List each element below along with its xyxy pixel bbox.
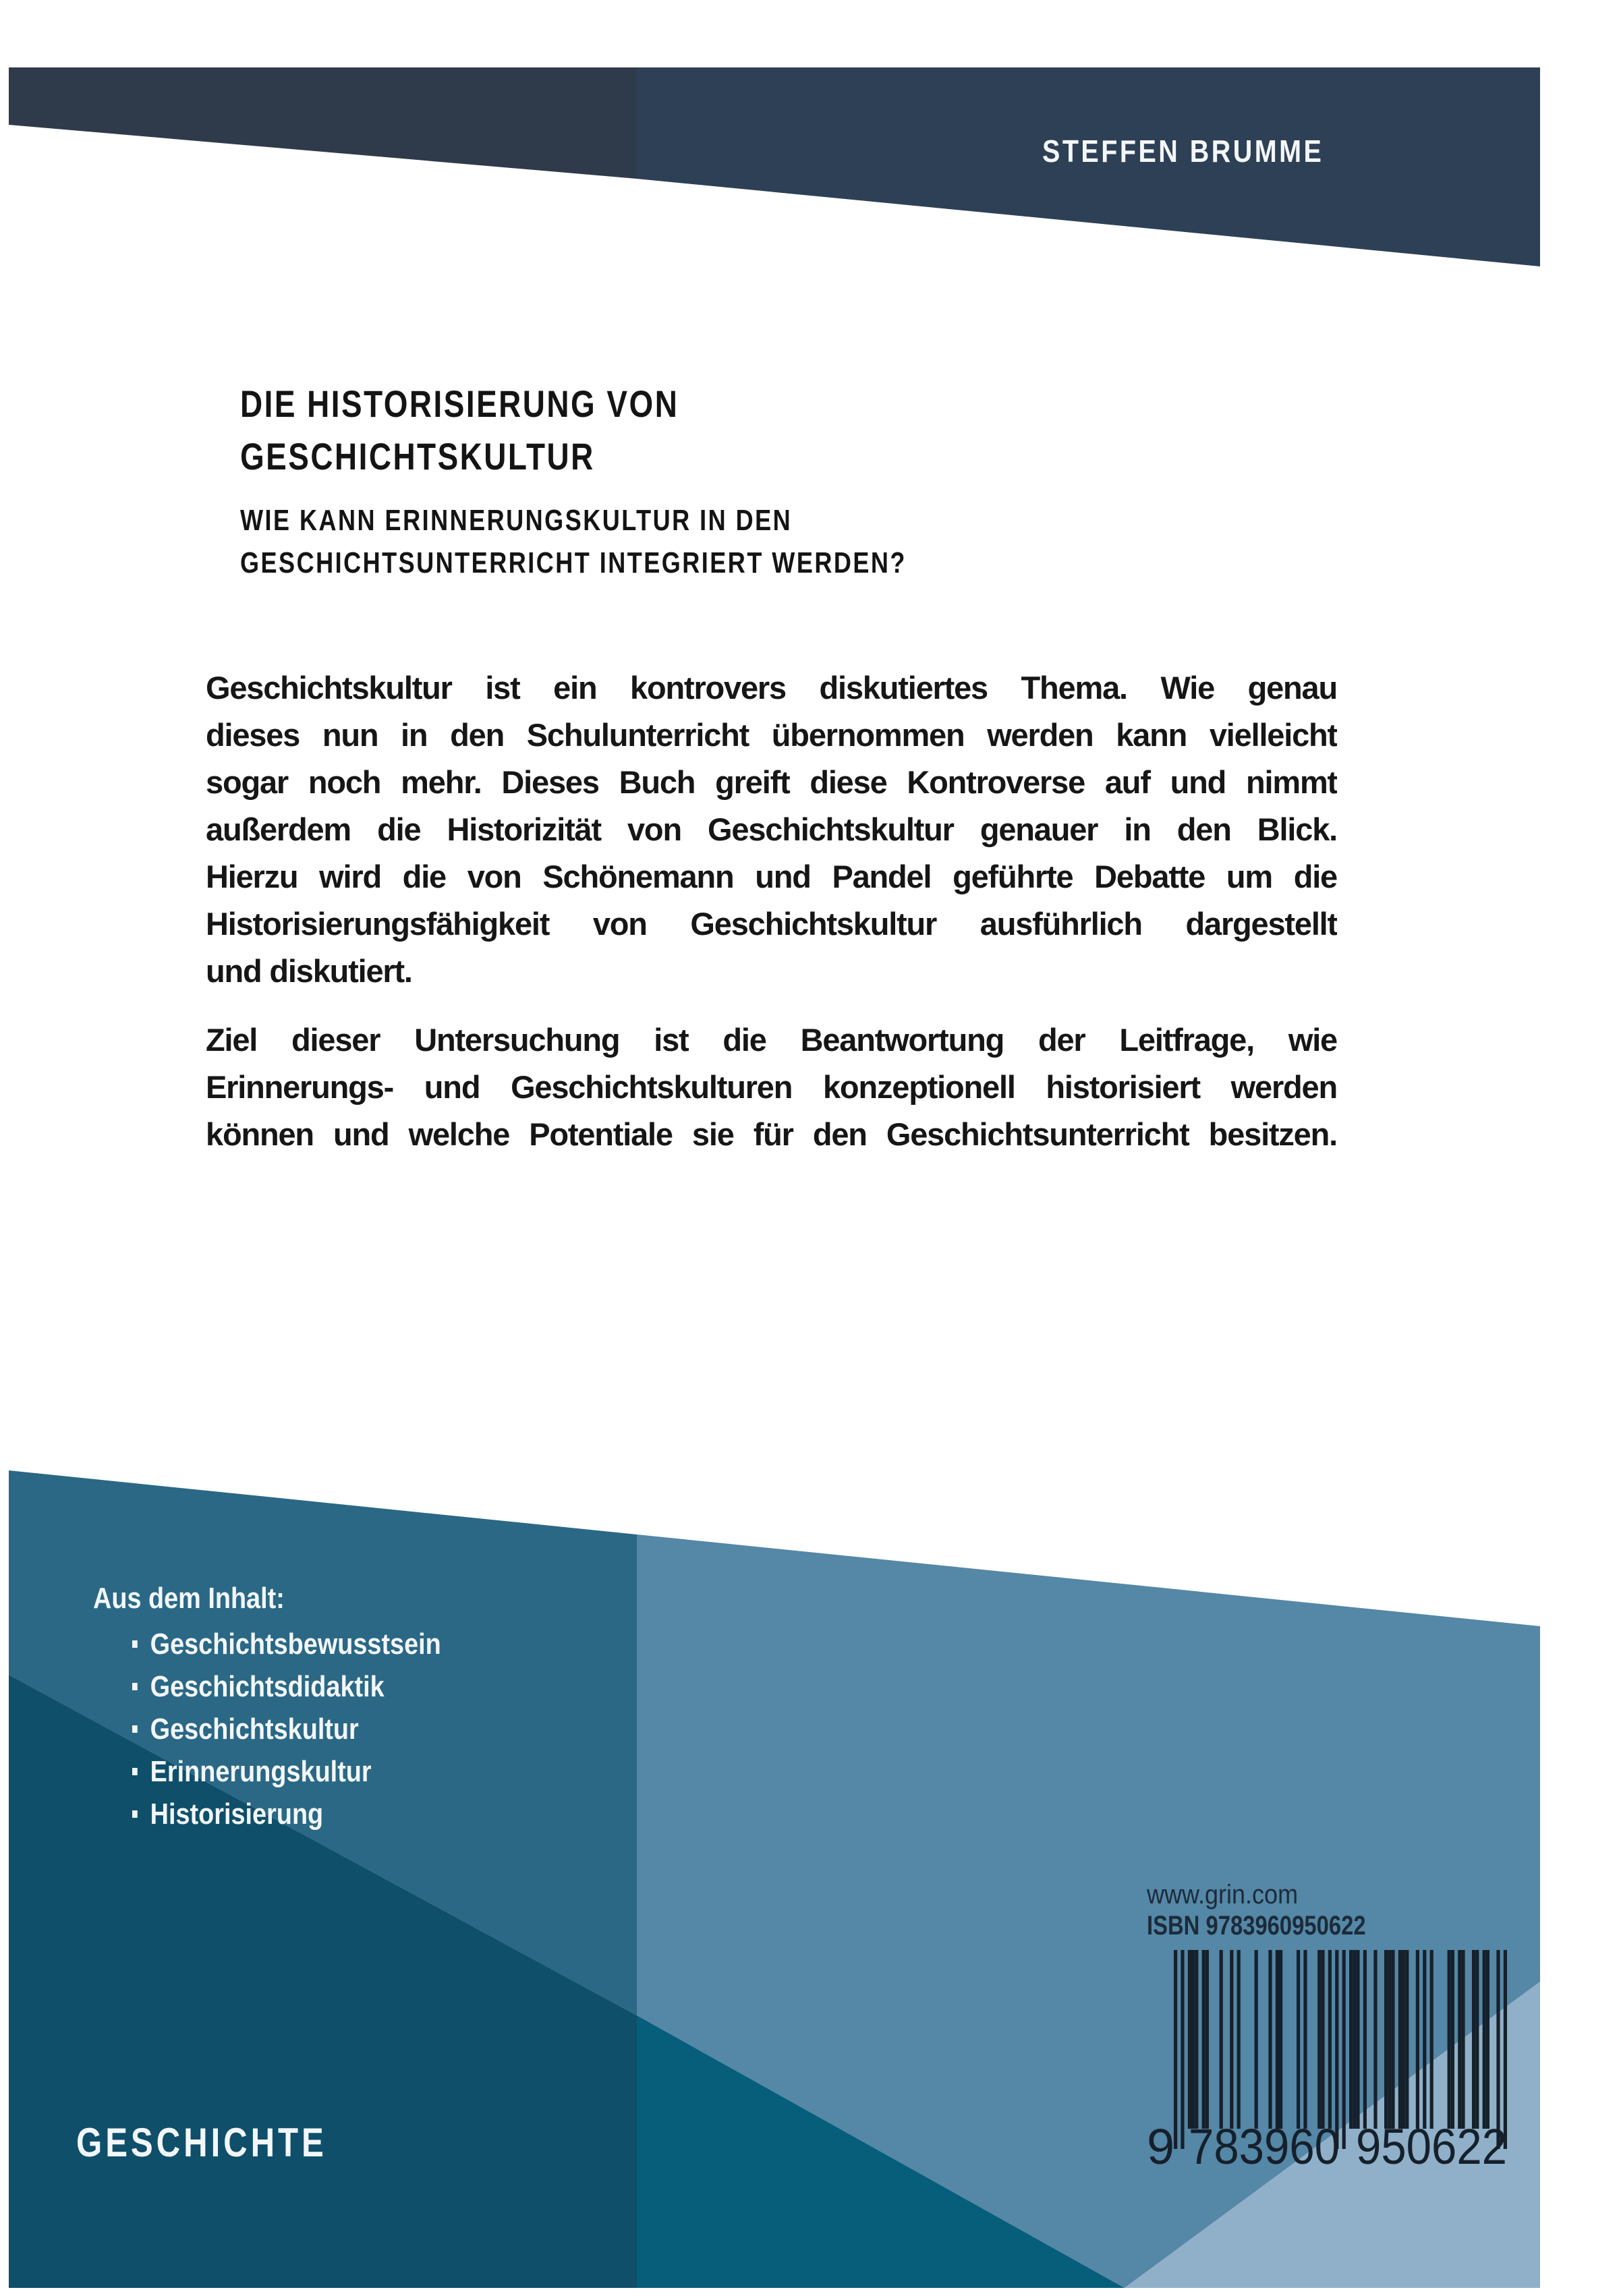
- isbn-label: ISBN 9783960950622: [1147, 1911, 1366, 1941]
- author-name: STEFFEN BRUMME: [1042, 134, 1324, 169]
- barcode-bar: [1483, 1950, 1486, 2129]
- barcode-bar: [1373, 1950, 1377, 2129]
- barcode: [1140, 1947, 1545, 2176]
- category-label: GESCHICHTE: [76, 2120, 327, 2165]
- barcode-bar: [1255, 1950, 1258, 2129]
- subtitle-line: GESCHICHTSUNTERRICHT INTEGRIERT WERDEN?: [240, 546, 907, 579]
- barcode-bar: [1388, 1950, 1391, 2129]
- top-band-left: [9, 67, 637, 179]
- title-line: GESCHICHTSKULTUR: [240, 435, 595, 478]
- book-title: [240, 378, 1252, 483]
- bullet-icon: [132, 1725, 138, 1733]
- title-line: DIE HISTORISIERUNG VON: [240, 382, 679, 425]
- contents-item-label: Geschichtsbewusstsein: [150, 1628, 441, 1661]
- contents-item: [132, 1623, 441, 1665]
- blurb-line: Geschichtskultur ist ein kontrovers diskutiertes Thema. Wie genau: [206, 670, 1337, 706]
- blurb-line: Ziel dieser Untersuchung ist die Beantwortung der Leitfrage, wie: [206, 1022, 1337, 1058]
- barcode-bar: [1276, 1950, 1279, 2129]
- book-subtitle: [240, 499, 1252, 584]
- barcode-bar: [1475, 1950, 1479, 2129]
- contents-item-label: Erinnerungskultur: [150, 1755, 372, 1788]
- bullet-icon: [132, 1768, 138, 1775]
- contents-item-label: Historisierung: [150, 1798, 324, 1831]
- barcode-bar: [1363, 1950, 1367, 2129]
- blurb-line: und diskutiert.: [206, 953, 412, 989]
- contents-item: [132, 1665, 441, 1708]
- contents-item: [132, 1708, 441, 1750]
- contents-list: [93, 1623, 491, 1835]
- barcode-bar: [1416, 1950, 1419, 2129]
- bullet-icon: [132, 1640, 138, 1648]
- barcode-bar: [1384, 1950, 1388, 2129]
- subtitle-line: WIE KANN ERINNERUNGSKULTUR IN DEN: [240, 504, 793, 537]
- blurb-line: sogar noch mehr. Dieses Buch greift diese Kontroverse auf und nimmt: [206, 764, 1337, 800]
- barcode-bar: [1191, 1950, 1195, 2129]
- barcode-digits-left: 783960: [1189, 2119, 1340, 2175]
- contents-item: [132, 1750, 441, 1793]
- barcode-bar: [1279, 1950, 1282, 2129]
- blurb-line: können und welche Potentiale sie für den Geschichtsunterricht besitzen.: [206, 1116, 1337, 1152]
- contents-item-label: Geschichtskultur: [150, 1713, 359, 1746]
- barcode-bar: [1353, 1950, 1356, 2129]
- barcode-bar: [1451, 1950, 1454, 2129]
- contents-item-label: Geschichtsdidaktik: [150, 1670, 385, 1703]
- barcode-bar: [1230, 1950, 1233, 2129]
- blurb-paragraph: [206, 1016, 1337, 1158]
- barcode-bar: [1328, 1950, 1332, 2129]
- barcode-bar: [1461, 1950, 1465, 2129]
- barcode-bar: [1268, 1950, 1272, 2129]
- barcode-bar: [1402, 1950, 1405, 2129]
- blurb-line: Erinnerungs- und Geschichtskulturen konzeptionell historisiert werden: [206, 1069, 1337, 1105]
- barcode-bar: [1398, 1950, 1402, 2129]
- blurb: [206, 664, 1337, 1180]
- publisher-info: [1147, 1879, 1414, 1941]
- barcode-guard-bar: [1342, 1950, 1346, 2149]
- barcode-bar: [1349, 1950, 1353, 2129]
- barcode-bar: [1472, 1950, 1475, 2129]
- contents-heading: Aus dem Inhalt:: [93, 1582, 285, 1615]
- barcode-bar: [1486, 1950, 1489, 2129]
- barcode-bar: [1356, 1950, 1359, 2129]
- barcode-bar: [1303, 1950, 1307, 2129]
- bullet-icon: [132, 1810, 138, 1818]
- blurb-line: Historisierungsfähigkeit von Geschichtskultur ausführlich dargestellt: [206, 906, 1337, 942]
- barcode-digits-right: 950622: [1356, 2119, 1507, 2175]
- contents-item: [132, 1793, 441, 1835]
- barcode-guard-bar: [1181, 1950, 1184, 2149]
- publisher-url: www.grin.com: [1147, 1880, 1299, 1910]
- barcode-bar: [1220, 1950, 1223, 2129]
- barcode-bar: [1458, 1950, 1461, 2129]
- blurb-line: Hierzu wird die von Schönemann und Pandel geführte Debatte um die: [206, 859, 1337, 894]
- blurb-line: außerdem die Historizität von Geschichtskultur genauer in den Blick.: [206, 811, 1337, 847]
- barcode-digit-first: 9: [1147, 2119, 1175, 2175]
- barcode-bar: [1423, 1950, 1426, 2129]
- barcode-bar: [1195, 1950, 1198, 2129]
- contents-box: [93, 1578, 491, 1835]
- barcode-bar: [1297, 1950, 1300, 2129]
- barcode-bar: [1321, 1950, 1324, 2129]
- barcode-bar: [1448, 1950, 1451, 2129]
- barcode-bar: [1430, 1950, 1433, 2129]
- bullet-icon: [132, 1683, 138, 1690]
- barcode-bar: [1188, 1950, 1191, 2129]
- barcode-bar: [1317, 1950, 1321, 2129]
- barcode-bar: [1237, 1950, 1241, 2129]
- barcode-bar: [1405, 1950, 1409, 2129]
- blurb-line: dieses nun in den Schulunterricht übernommen werden kann vielleicht: [206, 717, 1337, 753]
- barcode-bar: [1391, 1950, 1394, 2129]
- blurb-paragraph: [206, 664, 1337, 995]
- barcode-bar: [1202, 1950, 1205, 2129]
- barcode-bar: [1205, 1950, 1209, 2129]
